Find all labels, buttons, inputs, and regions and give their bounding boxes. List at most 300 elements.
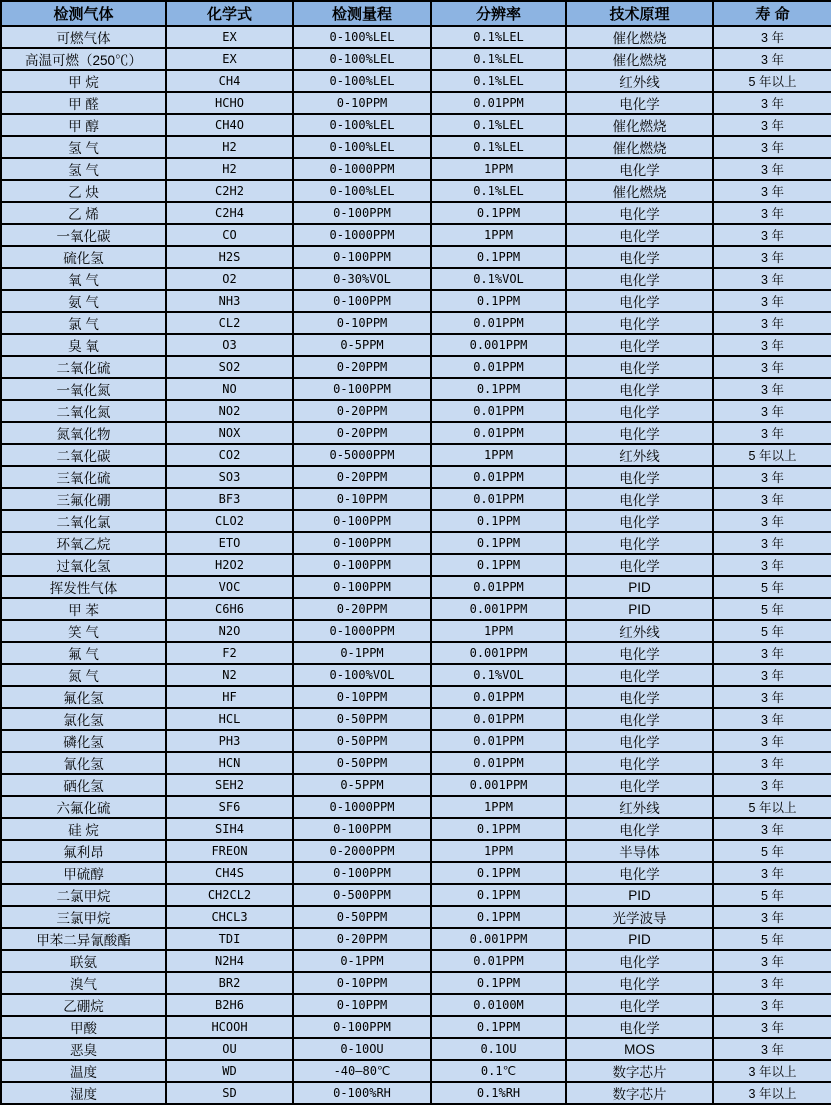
principle-cell: 电化学 — [566, 378, 713, 400]
formula-cell: SD — [166, 1082, 293, 1104]
principle-cell: 电化学 — [566, 752, 713, 774]
principle-cell: 电化学 — [566, 730, 713, 752]
lifespan-cell: 3 年 — [713, 26, 831, 48]
gas-name-cell: 笑 气 — [1, 620, 166, 642]
range-cell: 0-5PPM — [293, 774, 431, 796]
gas-name-cell: 甲硫醇 — [1, 862, 166, 884]
formula-cell: EX — [166, 48, 293, 70]
resolution-cell: 0.1%LEL — [431, 180, 566, 202]
formula-cell: OU — [166, 1038, 293, 1060]
lifespan-cell: 3 年 — [713, 906, 831, 928]
col-header-lifespan: 寿 命 — [713, 1, 831, 26]
range-cell: 0-1000PPM — [293, 796, 431, 818]
principle-cell: 电化学 — [566, 994, 713, 1016]
formula-cell: NO2 — [166, 400, 293, 422]
table-row — [1, 136, 831, 158]
range-cell: 0-20PPM — [293, 466, 431, 488]
principle-cell: 数字芯片 — [566, 1060, 713, 1082]
resolution-cell: 0.1PPM — [431, 862, 566, 884]
formula-cell: HCOOH — [166, 1016, 293, 1038]
lifespan-cell: 3 年 — [713, 1038, 831, 1060]
formula-cell: CH4S — [166, 862, 293, 884]
principle-cell: 数字芯片 — [566, 1082, 713, 1104]
principle-cell: 电化学 — [566, 268, 713, 290]
principle-cell: 催化燃烧 — [566, 48, 713, 70]
range-cell: 0-10PPM — [293, 972, 431, 994]
formula-cell: SO2 — [166, 356, 293, 378]
resolution-cell: 0.1PPM — [431, 202, 566, 224]
range-cell: 0-100PPM — [293, 554, 431, 576]
resolution-cell: 0.1%VOL — [431, 268, 566, 290]
table-row — [1, 1016, 831, 1038]
resolution-cell: 0.1PPM — [431, 290, 566, 312]
lifespan-cell: 3 年 — [713, 202, 831, 224]
lifespan-cell: 5 年以上 — [713, 796, 831, 818]
table-row — [1, 840, 831, 862]
range-cell: 0-100PPM — [293, 862, 431, 884]
principle-cell: 电化学 — [566, 466, 713, 488]
lifespan-cell: 3 年 — [713, 422, 831, 444]
resolution-cell: 1PPM — [431, 796, 566, 818]
formula-cell: HCN — [166, 752, 293, 774]
gas-name-cell: 二氧化氮 — [1, 400, 166, 422]
range-cell: 0-20PPM — [293, 356, 431, 378]
resolution-cell: 0.1PPM — [431, 510, 566, 532]
gas-name-cell: 氰化氢 — [1, 752, 166, 774]
formula-cell: FREON — [166, 840, 293, 862]
formula-cell: H2S — [166, 246, 293, 268]
resolution-cell: 0.1PPM — [431, 884, 566, 906]
principle-cell: 电化学 — [566, 972, 713, 994]
lifespan-cell: 3 年 — [713, 356, 831, 378]
table-row — [1, 906, 831, 928]
table-row — [1, 268, 831, 290]
table-row — [1, 928, 831, 950]
formula-cell: NH3 — [166, 290, 293, 312]
principle-cell: 电化学 — [566, 92, 713, 114]
range-cell: 0-100PPM — [293, 1016, 431, 1038]
gas-name-cell: 硫化氢 — [1, 246, 166, 268]
table-row — [1, 730, 831, 752]
resolution-cell: 0.01PPM — [431, 686, 566, 708]
resolution-cell: 1PPM — [431, 444, 566, 466]
lifespan-cell: 3 年 — [713, 708, 831, 730]
lifespan-cell: 3 年 — [713, 730, 831, 752]
resolution-cell: 0.01PPM — [431, 312, 566, 334]
lifespan-cell: 5 年 — [713, 620, 831, 642]
lifespan-cell: 5 年 — [713, 598, 831, 620]
table-body — [1, 26, 831, 1104]
resolution-cell: 0.1PPM — [431, 554, 566, 576]
table-row — [1, 1038, 831, 1060]
principle-cell: 电化学 — [566, 488, 713, 510]
principle-cell: PID — [566, 598, 713, 620]
range-cell: 0-50PPM — [293, 752, 431, 774]
table-row — [1, 1082, 831, 1104]
gas-name-cell: 过氧化氢 — [1, 554, 166, 576]
formula-cell: BR2 — [166, 972, 293, 994]
formula-cell: SO3 — [166, 466, 293, 488]
table-row — [1, 48, 831, 70]
table-row — [1, 422, 831, 444]
gas-name-cell: 恶臭 — [1, 1038, 166, 1060]
principle-cell: MOS — [566, 1038, 713, 1060]
formula-cell: B2H6 — [166, 994, 293, 1016]
table-row — [1, 598, 831, 620]
lifespan-cell: 5 年 — [713, 928, 831, 950]
gas-name-cell: 二氧化硫 — [1, 356, 166, 378]
formula-cell: H2 — [166, 136, 293, 158]
range-cell: -40—80℃ — [293, 1060, 431, 1082]
range-cell: 0-100PPM — [293, 532, 431, 554]
resolution-cell: 0.01PPM — [431, 950, 566, 972]
lifespan-cell: 3 年以上 — [713, 1082, 831, 1104]
lifespan-cell: 3 年 — [713, 378, 831, 400]
lifespan-cell: 3 年 — [713, 158, 831, 180]
gas-name-cell: 一氧化氮 — [1, 378, 166, 400]
range-cell: 0-1000PPM — [293, 224, 431, 246]
range-cell: 0-10PPM — [293, 312, 431, 334]
table-row — [1, 884, 831, 906]
table-row — [1, 708, 831, 730]
principle-cell: 红外线 — [566, 444, 713, 466]
resolution-cell: 0.1PPM — [431, 818, 566, 840]
lifespan-cell: 3 年 — [713, 312, 831, 334]
formula-cell: F2 — [166, 642, 293, 664]
table-row — [1, 972, 831, 994]
principle-cell: 电化学 — [566, 224, 713, 246]
resolution-cell: 0.001PPM — [431, 334, 566, 356]
formula-cell: HCL — [166, 708, 293, 730]
range-cell: 0-50PPM — [293, 708, 431, 730]
gas-name-cell: 甲 醛 — [1, 92, 166, 114]
gas-name-cell: 氟利昂 — [1, 840, 166, 862]
resolution-cell: 0.01PPM — [431, 356, 566, 378]
lifespan-cell: 3 年 — [713, 510, 831, 532]
resolution-cell: 0.01PPM — [431, 708, 566, 730]
table-row — [1, 774, 831, 796]
range-cell: 0-10PPM — [293, 994, 431, 1016]
table-row — [1, 796, 831, 818]
gas-name-cell: 硅 烷 — [1, 818, 166, 840]
gas-name-cell: 臭 氧 — [1, 334, 166, 356]
lifespan-cell: 3 年 — [713, 950, 831, 972]
range-cell: 0-100PPM — [293, 576, 431, 598]
principle-cell: 电化学 — [566, 532, 713, 554]
formula-cell: SF6 — [166, 796, 293, 818]
resolution-cell: 0.001PPM — [431, 774, 566, 796]
resolution-cell: 0.01PPM — [431, 752, 566, 774]
principle-cell: 电化学 — [566, 774, 713, 796]
lifespan-cell: 3 年 — [713, 466, 831, 488]
resolution-cell: 0.01PPM — [431, 576, 566, 598]
resolution-cell: 0.1%VOL — [431, 664, 566, 686]
gas-name-cell: 硒化氢 — [1, 774, 166, 796]
formula-cell: N2 — [166, 664, 293, 686]
range-cell: 0-100%LEL — [293, 180, 431, 202]
principle-cell: PID — [566, 928, 713, 950]
gas-name-cell: 溴气 — [1, 972, 166, 994]
resolution-cell: 0.001PPM — [431, 598, 566, 620]
lifespan-cell: 3 年 — [713, 334, 831, 356]
principle-cell: 电化学 — [566, 664, 713, 686]
principle-cell: 电化学 — [566, 422, 713, 444]
col-header-formula: 化学式 — [166, 1, 293, 26]
range-cell: 0-50PPM — [293, 906, 431, 928]
gas-name-cell: 乙 烯 — [1, 202, 166, 224]
principle-cell: 电化学 — [566, 950, 713, 972]
gas-name-cell: 二氧化碳 — [1, 444, 166, 466]
formula-cell: VOC — [166, 576, 293, 598]
gas-name-cell: 氯化氢 — [1, 708, 166, 730]
formula-cell: C2H2 — [166, 180, 293, 202]
resolution-cell: 0.1OU — [431, 1038, 566, 1060]
table-row — [1, 202, 831, 224]
range-cell: 0-1000PPM — [293, 620, 431, 642]
lifespan-cell: 3 年 — [713, 488, 831, 510]
lifespan-cell: 3 年 — [713, 290, 831, 312]
gas-name-cell: 甲 烷 — [1, 70, 166, 92]
table-row — [1, 444, 831, 466]
lifespan-cell: 5 年以上 — [713, 70, 831, 92]
lifespan-cell: 3 年 — [713, 136, 831, 158]
range-cell: 0-100%LEL — [293, 48, 431, 70]
lifespan-cell: 3 年 — [713, 268, 831, 290]
formula-cell: ETO — [166, 532, 293, 554]
resolution-cell: 0.1PPM — [431, 972, 566, 994]
formula-cell: CHCL3 — [166, 906, 293, 928]
table-row — [1, 312, 831, 334]
lifespan-cell: 3 年 — [713, 224, 831, 246]
range-cell: 0-10OU — [293, 1038, 431, 1060]
lifespan-cell: 3 年 — [713, 246, 831, 268]
principle-cell: 红外线 — [566, 796, 713, 818]
gas-name-cell: 氮 气 — [1, 664, 166, 686]
range-cell: 0-20PPM — [293, 598, 431, 620]
table-row — [1, 488, 831, 510]
formula-cell: CH2CL2 — [166, 884, 293, 906]
lifespan-cell: 3 年 — [713, 554, 831, 576]
resolution-cell: 0.1%RH — [431, 1082, 566, 1104]
gas-name-cell: 氢 气 — [1, 158, 166, 180]
resolution-cell: 0.1PPM — [431, 906, 566, 928]
col-header-principle: 技术原理 — [566, 1, 713, 26]
lifespan-cell: 5 年以上 — [713, 444, 831, 466]
range-cell: 0-10PPM — [293, 92, 431, 114]
table-row — [1, 378, 831, 400]
lifespan-cell: 3 年 — [713, 862, 831, 884]
principle-cell: 红外线 — [566, 620, 713, 642]
principle-cell: 电化学 — [566, 642, 713, 664]
range-cell: 0-1000PPM — [293, 158, 431, 180]
range-cell: 0-100PPM — [293, 818, 431, 840]
gas-name-cell: 氢 气 — [1, 136, 166, 158]
range-cell: 0-100%LEL — [293, 26, 431, 48]
resolution-cell: 0.1℃ — [431, 1060, 566, 1082]
gas-name-cell: 氟 气 — [1, 642, 166, 664]
gas-name-cell: 氟化氢 — [1, 686, 166, 708]
lifespan-cell: 3 年 — [713, 1016, 831, 1038]
formula-cell: CH4 — [166, 70, 293, 92]
resolution-cell: 0.01PPM — [431, 466, 566, 488]
lifespan-cell: 3 年 — [713, 400, 831, 422]
range-cell: 0-100%LEL — [293, 114, 431, 136]
table-row — [1, 290, 831, 312]
lifespan-cell: 5 年 — [713, 884, 831, 906]
range-cell: 0-20PPM — [293, 928, 431, 950]
lifespan-cell: 3 年 — [713, 180, 831, 202]
resolution-cell: 0.1%LEL — [431, 26, 566, 48]
formula-cell: SEH2 — [166, 774, 293, 796]
gas-name-cell: 氨 气 — [1, 290, 166, 312]
table-row — [1, 92, 831, 114]
resolution-cell: 0.1%LEL — [431, 70, 566, 92]
lifespan-cell: 3 年 — [713, 972, 831, 994]
formula-cell: O2 — [166, 268, 293, 290]
table-row — [1, 466, 831, 488]
formula-cell: NOX — [166, 422, 293, 444]
formula-cell: CH4O — [166, 114, 293, 136]
resolution-cell: 1PPM — [431, 840, 566, 862]
lifespan-cell: 3 年 — [713, 774, 831, 796]
resolution-cell: 0.0100M — [431, 994, 566, 1016]
range-cell: 0-1PPM — [293, 642, 431, 664]
resolution-cell: 0.1%LEL — [431, 136, 566, 158]
gas-name-cell: 温度 — [1, 1060, 166, 1082]
gas-name-cell: 二氯甲烷 — [1, 884, 166, 906]
range-cell: 0-100%LEL — [293, 70, 431, 92]
gas-name-cell: 可燃气体 — [1, 26, 166, 48]
formula-cell: O3 — [166, 334, 293, 356]
table-row — [1, 224, 831, 246]
formula-cell: EX — [166, 26, 293, 48]
formula-cell: CL2 — [166, 312, 293, 334]
principle-cell: 电化学 — [566, 334, 713, 356]
gas-name-cell: 氧 气 — [1, 268, 166, 290]
resolution-cell: 0.001PPM — [431, 642, 566, 664]
gas-name-cell: 乙硼烷 — [1, 994, 166, 1016]
table-row — [1, 752, 831, 774]
gas-name-cell: 甲酸 — [1, 1016, 166, 1038]
gas-name-cell: 三氯甲烷 — [1, 906, 166, 928]
table-row — [1, 400, 831, 422]
table-row — [1, 554, 831, 576]
principle-cell: 电化学 — [566, 246, 713, 268]
resolution-cell: 0.01PPM — [431, 730, 566, 752]
resolution-cell: 0.1PPM — [431, 378, 566, 400]
col-header-range: 检测量程 — [293, 1, 431, 26]
principle-cell: 光学波导 — [566, 906, 713, 928]
formula-cell: CLO2 — [166, 510, 293, 532]
formula-cell: CO2 — [166, 444, 293, 466]
resolution-cell: 0.01PPM — [431, 92, 566, 114]
principle-cell: 电化学 — [566, 818, 713, 840]
table-row — [1, 950, 831, 972]
formula-cell: N2O — [166, 620, 293, 642]
principle-cell: 催化燃烧 — [566, 114, 713, 136]
range-cell: 0-100PPM — [293, 290, 431, 312]
gas-name-cell: 氯 气 — [1, 312, 166, 334]
table-row — [1, 994, 831, 1016]
resolution-cell: 1PPM — [431, 224, 566, 246]
resolution-cell: 1PPM — [431, 158, 566, 180]
table-row — [1, 532, 831, 554]
lifespan-cell: 5 年 — [713, 576, 831, 598]
range-cell: 0-500PPM — [293, 884, 431, 906]
range-cell: 0-5PPM — [293, 334, 431, 356]
range-cell: 0-100%VOL — [293, 664, 431, 686]
lifespan-cell: 3 年 — [713, 994, 831, 1016]
principle-cell: 催化燃烧 — [566, 136, 713, 158]
resolution-cell: 0.001PPM — [431, 928, 566, 950]
principle-cell: 催化燃烧 — [566, 180, 713, 202]
range-cell: 0-50PPM — [293, 730, 431, 752]
formula-cell: HF — [166, 686, 293, 708]
lifespan-cell: 3 年 — [713, 92, 831, 114]
range-cell: 0-1PPM — [293, 950, 431, 972]
principle-cell: 电化学 — [566, 554, 713, 576]
resolution-cell: 0.1PPM — [431, 246, 566, 268]
table-row — [1, 686, 831, 708]
range-cell: 0-20PPM — [293, 422, 431, 444]
resolution-cell: 0.1%LEL — [431, 114, 566, 136]
formula-cell: H2 — [166, 158, 293, 180]
gas-name-cell: 甲 苯 — [1, 598, 166, 620]
principle-cell: 电化学 — [566, 400, 713, 422]
resolution-cell: 0.01PPM — [431, 488, 566, 510]
table-row — [1, 576, 831, 598]
principle-cell: 半导体 — [566, 840, 713, 862]
table-row — [1, 70, 831, 92]
formula-cell: WD — [166, 1060, 293, 1082]
gas-name-cell: 高温可燃（250℃） — [1, 48, 166, 70]
formula-cell: CO — [166, 224, 293, 246]
principle-cell: 电化学 — [566, 290, 713, 312]
lifespan-cell: 3 年以上 — [713, 1060, 831, 1082]
gas-name-cell: 甲 醇 — [1, 114, 166, 136]
table-row — [1, 1060, 831, 1082]
formula-cell: H2O2 — [166, 554, 293, 576]
lifespan-cell: 3 年 — [713, 664, 831, 686]
gas-name-cell: 磷化氢 — [1, 730, 166, 752]
formula-cell: C6H6 — [166, 598, 293, 620]
table-row — [1, 862, 831, 884]
table-row — [1, 620, 831, 642]
range-cell: 0-10PPM — [293, 686, 431, 708]
table-row — [1, 510, 831, 532]
range-cell: 0-100PPM — [293, 510, 431, 532]
table-row — [1, 642, 831, 664]
range-cell: 0-100%RH — [293, 1082, 431, 1104]
gas-name-cell: 联氨 — [1, 950, 166, 972]
lifespan-cell: 3 年 — [713, 752, 831, 774]
gas-name-cell: 一氧化碳 — [1, 224, 166, 246]
table-row — [1, 356, 831, 378]
principle-cell: 红外线 — [566, 70, 713, 92]
range-cell: 0-100PPM — [293, 378, 431, 400]
lifespan-cell: 3 年 — [713, 686, 831, 708]
principle-cell: 催化燃烧 — [566, 26, 713, 48]
gas-name-cell: 六氟化硫 — [1, 796, 166, 818]
principle-cell: PID — [566, 884, 713, 906]
range-cell: 0-10PPM — [293, 488, 431, 510]
table-row — [1, 114, 831, 136]
range-cell: 0-100PPM — [293, 246, 431, 268]
formula-cell: TDI — [166, 928, 293, 950]
col-header-gas-name: 检测气体 — [1, 1, 166, 26]
resolution-cell: 0.1%LEL — [431, 48, 566, 70]
formula-cell: BF3 — [166, 488, 293, 510]
